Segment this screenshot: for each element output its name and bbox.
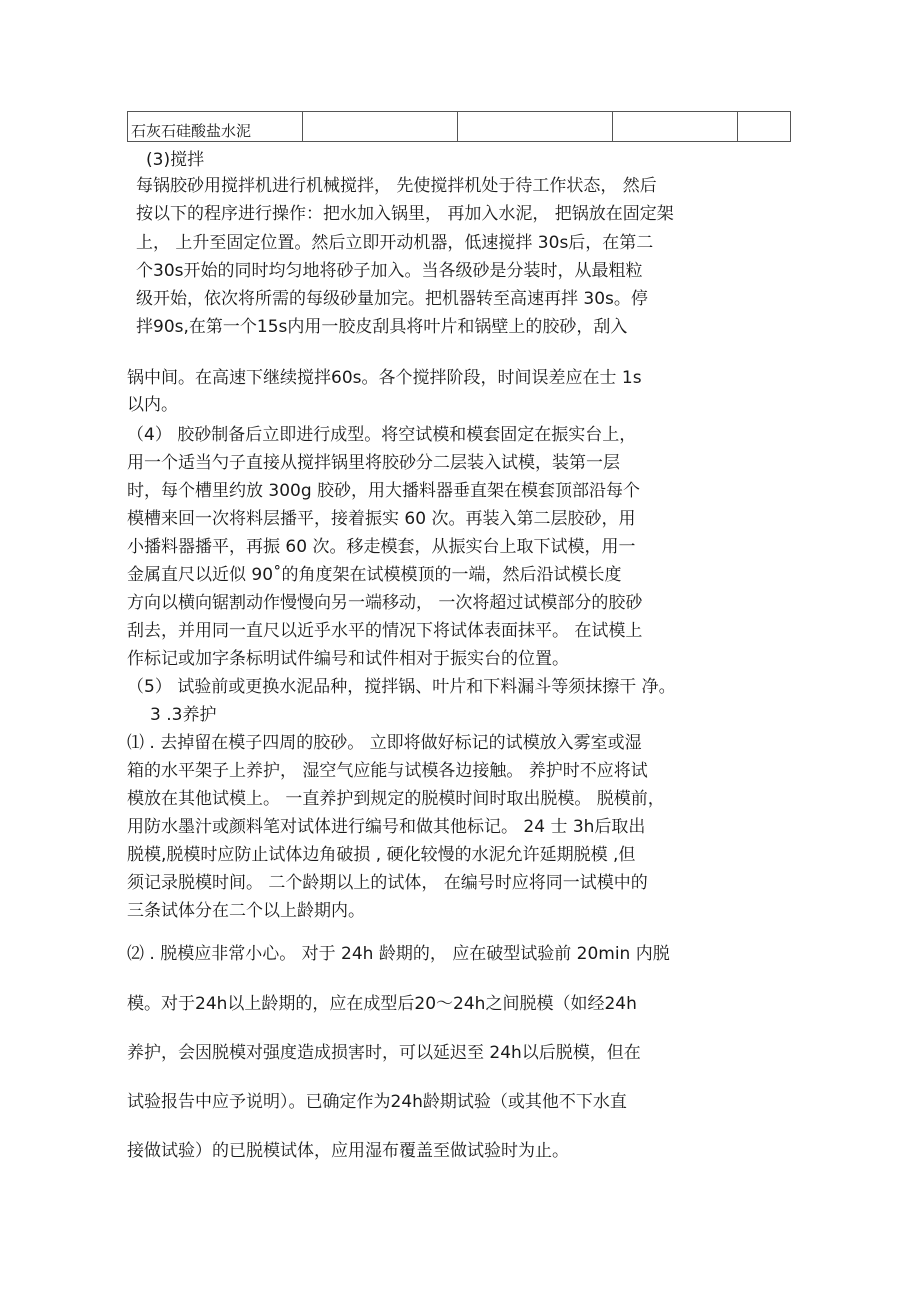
text-line: 个30s开始的同时均匀地将砂子加入。当各级砂是分装时，从最粗粒 — [136, 261, 643, 281]
table-cell — [458, 112, 613, 142]
section-heading-molding: （4） 胶砂制备后立即进行成型。将空试模和模套固定在振实台上， — [127, 425, 637, 445]
text-line: 作标记或加字条标明试件编号和试件相对于振实台的位置。 — [127, 649, 569, 669]
text-line: 用防水墨汁或颜料笔对试体进行编号和做其他标记。 24 士 3h后取出 — [127, 817, 646, 837]
section-heading-cleaning: （5） 试验前或更换水泥品种，搅拌锅、叶片和下料漏斗等须抹擦干 净。 — [127, 677, 676, 697]
text-line: 级开始，依次将所需的每级砂量加完。把机器转至高速再拌 30s。停 — [136, 289, 648, 309]
text-line: 刮去，并用同一直尺以近乎水平的情况下将试体表面抹平。 在试模上 — [127, 621, 643, 641]
table-cell — [613, 112, 738, 142]
text-line: 须记录脱模时间。 二个龄期以上的试体， 在编号时应将同一试模中的 — [127, 873, 648, 893]
text-line: 模。对于24h以上龄期的，应在成型后20～24h之间脱模（如经24h — [127, 994, 637, 1014]
text-line: 小播料器播平，再振 60 次。移走模套，从振实台上取下试模，用一 — [127, 537, 636, 557]
text-line: 模放在其他试模上。 一直养护到规定的脱模时间时取出脱模。 脱模前， — [127, 789, 665, 809]
text-line: 接做试验）的已脱模试体，应用湿布覆盖至做试验时为止。 — [127, 1141, 569, 1161]
text-line: ⑴ . 去掉留在模子四周的胶砂。 立即将做好标记的试模放入雾室或湿 — [127, 733, 642, 753]
text-line: 三条试体分在二个以上龄期内。 — [127, 901, 365, 921]
table-row — [128, 112, 791, 142]
text-line: 金属直尺以近似 90˚的角度架在试模模顶的一端，然后沿试模长度 — [127, 565, 622, 585]
text-line: 用一个适当勺子直接从搅拌锅里将胶砂分二层装入试模，装第一层 — [127, 453, 620, 473]
text-line: 模槽来回一次将料层播平，接着振实 60 次。再装入第二层胶砂，用 — [127, 509, 636, 529]
text-line: 时，每个槽里约放 300g 胶砂，用大播料器垂直架在模套顶部沿每个 — [127, 481, 641, 501]
text-line: 以内。 — [127, 395, 178, 415]
text-line: 试验报告中应予说明）。已确定作为24h龄期试验（或其他不下水直 — [127, 1092, 627, 1112]
text-line: 脱模,脱模时应防止试体边角破损 , 硬化较慢的水泥允许延期脱模 ,但 — [127, 845, 636, 865]
text-line: 方向以横向锯割动作慢慢向另一端移动， 一次将超过试模部分的胶砂 — [127, 593, 643, 613]
text-line: 养护，会因脱模对强度造成损害时，可以延迟至 24h以后脱模，但在 — [127, 1043, 641, 1063]
table-cell — [303, 112, 458, 142]
section-heading-curing: 3 .3养护 — [150, 705, 217, 725]
text-line: 锅中间。在高速下继续搅拌60s。各个搅拌阶段，时间误差应在士 1s — [127, 368, 642, 388]
text-line: 按以下的程序进行操作：把水加入锅里， 再加入水泥， 把锅放在固定架 — [136, 204, 674, 224]
cement-table — [127, 111, 791, 142]
table-cell: 石灰石硅酸盐水泥 — [128, 112, 303, 142]
text-line: 上， 上升至固定位置。然后立即开动机器，低速搅拌 30s后，在第二 — [136, 233, 654, 253]
text-line: ⑵ . 脱模应非常小心。 对于 24h 龄期的， 应在破型试验前 20min 内脱 — [127, 944, 670, 964]
text-line: 每锅胶砂用搅拌机进行机械搅拌， 先使搅拌机处于待工作状态， 然后 — [136, 176, 657, 196]
table-cell — [738, 112, 791, 142]
text-line: 箱的水平架子上养护， 湿空气应能与试模各边接触。 养护时不应将试 — [127, 761, 648, 781]
section-heading-mixing: (3)搅拌 — [146, 150, 205, 170]
text-line: 拌90s,在第一个15s内用一胶皮刮具将叶片和锅壁上的胶砂，刮入 — [136, 317, 628, 337]
